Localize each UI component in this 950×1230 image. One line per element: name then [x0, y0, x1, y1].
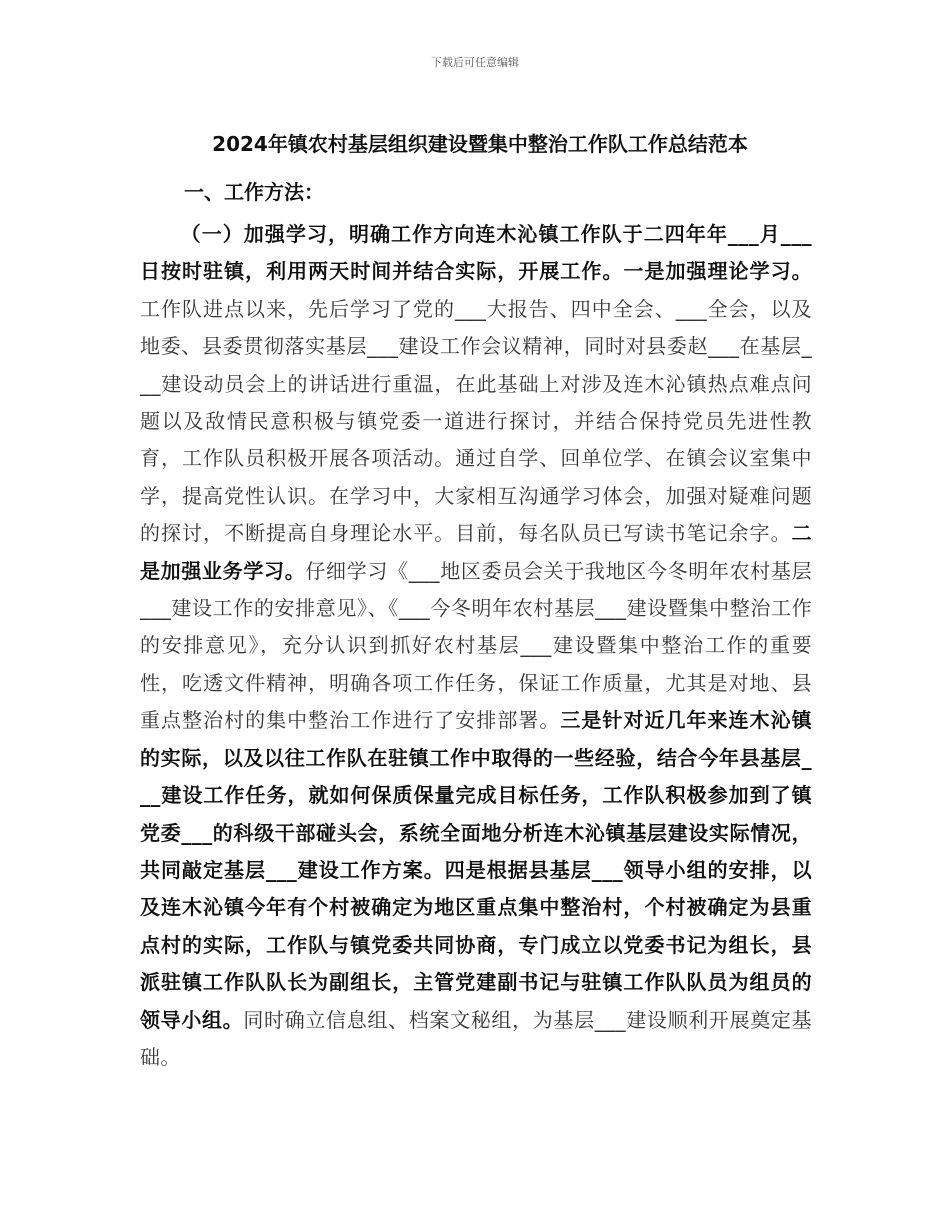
paragraph-segment-bold: 三是针对近几年来连木沁镇的实际，以及以往工作队在驻镇工作中取得的一些经验，结合今年县基层___建设工作任务，就如何保质保量完成目标任务，工作队积极参加到了镇党委___的科级干部碰头会，系统全面地分析连木沁镇基层建设实际情况，共同敲定基层___建设工作方案。四是根据县基层___领导小组的安排，以及连木沁镇今年有个村被确定为地区重点集中整治村，个村被确定为县重点村的实际，工作队与镇党委共同协商，专门成立以党委书记为组长，县派驻镇工作队队长为副组长，主管党建副书记与驻镇工作队队员为组员的领导小组。	[140, 708, 812, 1032]
paragraph-segment: 同时确立信息组、档案文秘组，为基层___建设顺利开展奠定基础。	[140, 1007, 812, 1069]
document-title: 2024年镇农村基层组织建设暨集中整治工作队工作总结范本	[212, 132, 748, 156]
paragraph-segment-bold: 二是加强业务学习。	[140, 521, 812, 583]
paragraph-segment-bold: （一）加强学习，明确工作方向连木沁镇工作队于二四年年___月___日按时驻镇，利用两天时间并结合实际，开展工作。一是加强理论学习。	[140, 222, 812, 284]
section-heading: 一、工作方法：	[184, 180, 324, 204]
header-note: 下载后可任意编辑	[431, 56, 519, 69]
paragraph-segment: 工作队进点以来，先后学习了党的___大报告、四中全会、___全会，以及地委、县委贯彻落实基层___建设工作会议精神，同时对县委赵___在基层___建设动员会上的讲话进行重温，在此基础上对涉及连木沁镇热点难点问题以及敌情民意积极与镇党委一道进行探讨，并结合保持党员先进性教育，工作队员积极开展各项活动。通过自学、回单位学、在镇会议室集中学，提高党性认识。在学习中，大家相互沟通学习体会，加强对疑难问题的探讨，不断提高自身理论水平。目前，每名队员已写读书笔记余字。	[140, 296, 812, 546]
body-paragraph	[140, 216, 812, 1076]
paragraph-segment: 仔细学习《___地区委员会关于我地区今冬明年农村基层___建设工作的安排意见》、《___今冬明年农村基层___建设暨集中整治工作的安排意见》，充分认识到抓好农村基层___建设暨集中整治工作的重要性，吃透文件精神，明确各项工作任务，保证工作质量，尤其是对地、县重点整治村的集中整治工作进行了安排部署。	[140, 558, 812, 733]
